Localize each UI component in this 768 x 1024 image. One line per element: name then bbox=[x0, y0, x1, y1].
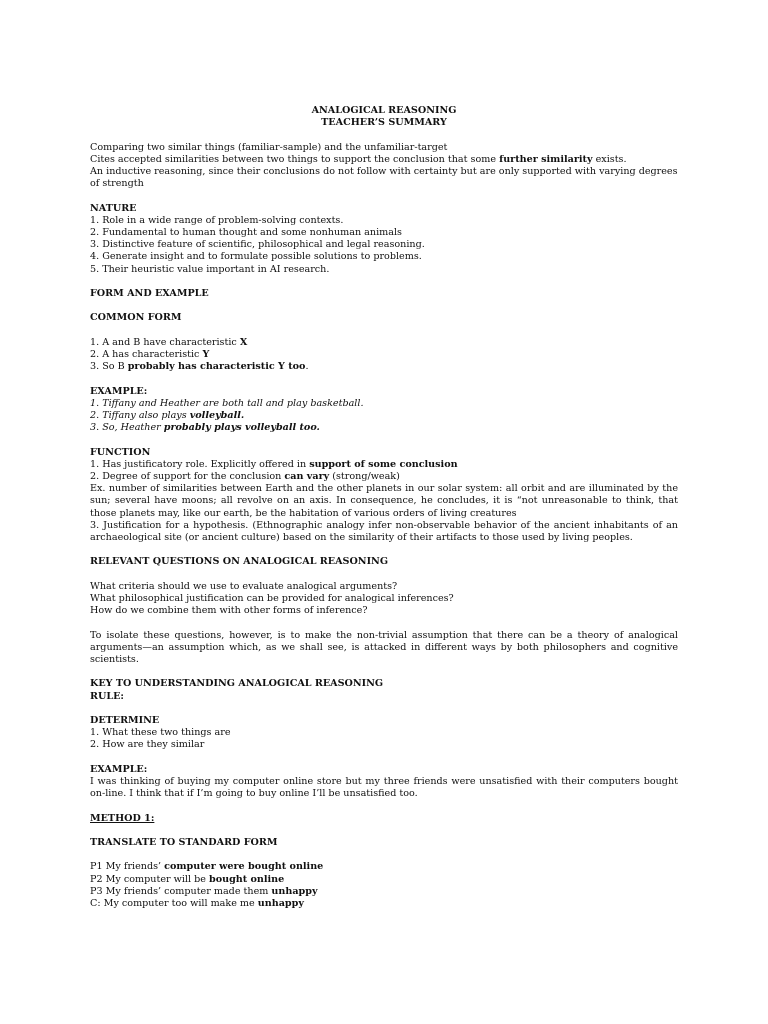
determine-heading: DETERMINE bbox=[90, 714, 160, 726]
function-item: 2. Degree of support for the conclusion can vary (strong/weak) bbox=[90, 470, 400, 482]
conclusion-line: C: My computer too will make me unhappy bbox=[90, 897, 304, 909]
function-example: Ex. number of similarities between Earth and the other planets in our solar system: all orbit and are illuminated by the sun; several have moons; all revolve on an axis. In consequence, he concludes, it is “not unreasonable to think, that those planets may, like our earth, be the habitation of various orders of living creatures bbox=[90, 483, 678, 519]
question-line: What criteria should we use to evaluate analogical arguments? bbox=[90, 580, 398, 592]
form-line: 3. So B probably has characteristic Y too. bbox=[90, 361, 309, 373]
document-title: ANALOGICAL REASONING bbox=[311, 105, 457, 116]
questions-paragraph: To isolate these questions, however, is to make the non-trivial assumption that there can be a theory of analogical arguments—an assumption which, as we shall see, is attacked in different ways by both philosophers and cognitive scientists. bbox=[90, 629, 678, 665]
form-line: 1. A and B have characteristic X bbox=[90, 336, 248, 348]
rule-heading: RULE: bbox=[90, 690, 124, 702]
nature-item: 4. Generate insight and to formulate possible solutions to problems. bbox=[90, 251, 422, 263]
determine-item: 1. What these two things are bbox=[90, 727, 231, 739]
function-heading: FUNCTION bbox=[90, 446, 151, 458]
question-line: How do we combine them with other forms of inference? bbox=[90, 605, 368, 617]
premise-line: P2 My computer will be bought online bbox=[90, 873, 285, 885]
nature-item: 5. Their heuristic value important in AI research. bbox=[90, 263, 330, 275]
example-line: 3. So, Heather probably plays volleyball too. bbox=[90, 422, 320, 434]
example-paragraph: I was thinking of buying my computer online store but my three friends were unsatisfied with their computers bought on-line. I think that if I’m going to buy online I’ll be unsatisfied too. bbox=[90, 775, 678, 800]
example-heading: EXAMPLE: bbox=[90, 763, 148, 775]
intro-line: Cites accepted similarities between two things to support the conclusion that some further similarity exists. bbox=[90, 153, 627, 165]
premise-line: P3 My friends’ computer made them unhappy bbox=[90, 885, 318, 897]
example-line: 1. Tiffany and Heather are both tall and play basketball. bbox=[90, 397, 364, 409]
form-line: 2. A has characteristic Y bbox=[90, 348, 210, 360]
common-form-heading: COMMON FORM bbox=[90, 312, 182, 324]
premise-line: P1 My friends’ computer were bought online bbox=[90, 861, 324, 873]
intro-line: An inductive reasoning, since their conclusions do not follow with certainty but are only supported with varying degrees of strength bbox=[90, 166, 678, 190]
example-line: 2. Tiffany also plays volleyball. bbox=[90, 409, 245, 421]
document-subtitle: TEACHER’S SUMMARY bbox=[321, 117, 447, 129]
question-line: What philosophical justification can be provided for analogical inferences? bbox=[90, 592, 454, 604]
function-item: 3. Justification for a hypothesis. (Ethnographic analogy infer non-observable behavior of the ancient inhabitants of an archaeological site (or ancient culture) based on the similarity of their artifacts to those used by living peoples. bbox=[90, 519, 678, 543]
method-heading: METHOD 1: bbox=[90, 812, 155, 824]
example-heading: EXAMPLE: bbox=[90, 385, 148, 397]
key-heading: KEY TO UNDERSTANDING ANALOGICAL REASONING bbox=[90, 678, 384, 690]
translate-heading: TRANSLATE TO STANDARD FORM bbox=[90, 836, 278, 848]
determine-item: 2. How are they similar bbox=[90, 739, 205, 751]
nature-item: 3. Distinctive feature of scientific, philosophical and legal reasoning. bbox=[90, 239, 425, 251]
questions-heading: RELEVANT QUESTIONS ON ANALOGICAL REASONING bbox=[90, 556, 389, 568]
document-body bbox=[90, 105, 678, 910]
nature-item: 2. Fundamental to human thought and some nonhuman animals bbox=[90, 227, 402, 238]
nature-item: 1. Role in a wide range of problem-solving contexts. bbox=[90, 214, 344, 226]
function-item: 1. Has justificatory role. Explicitly offered in support of some conclusion bbox=[90, 458, 458, 470]
nature-heading: NATURE bbox=[90, 202, 137, 214]
intro-line: Comparing two similar things (familiar-sample) and the unfamiliar-target bbox=[90, 141, 448, 153]
form-heading: FORM AND EXAMPLE bbox=[90, 288, 209, 299]
